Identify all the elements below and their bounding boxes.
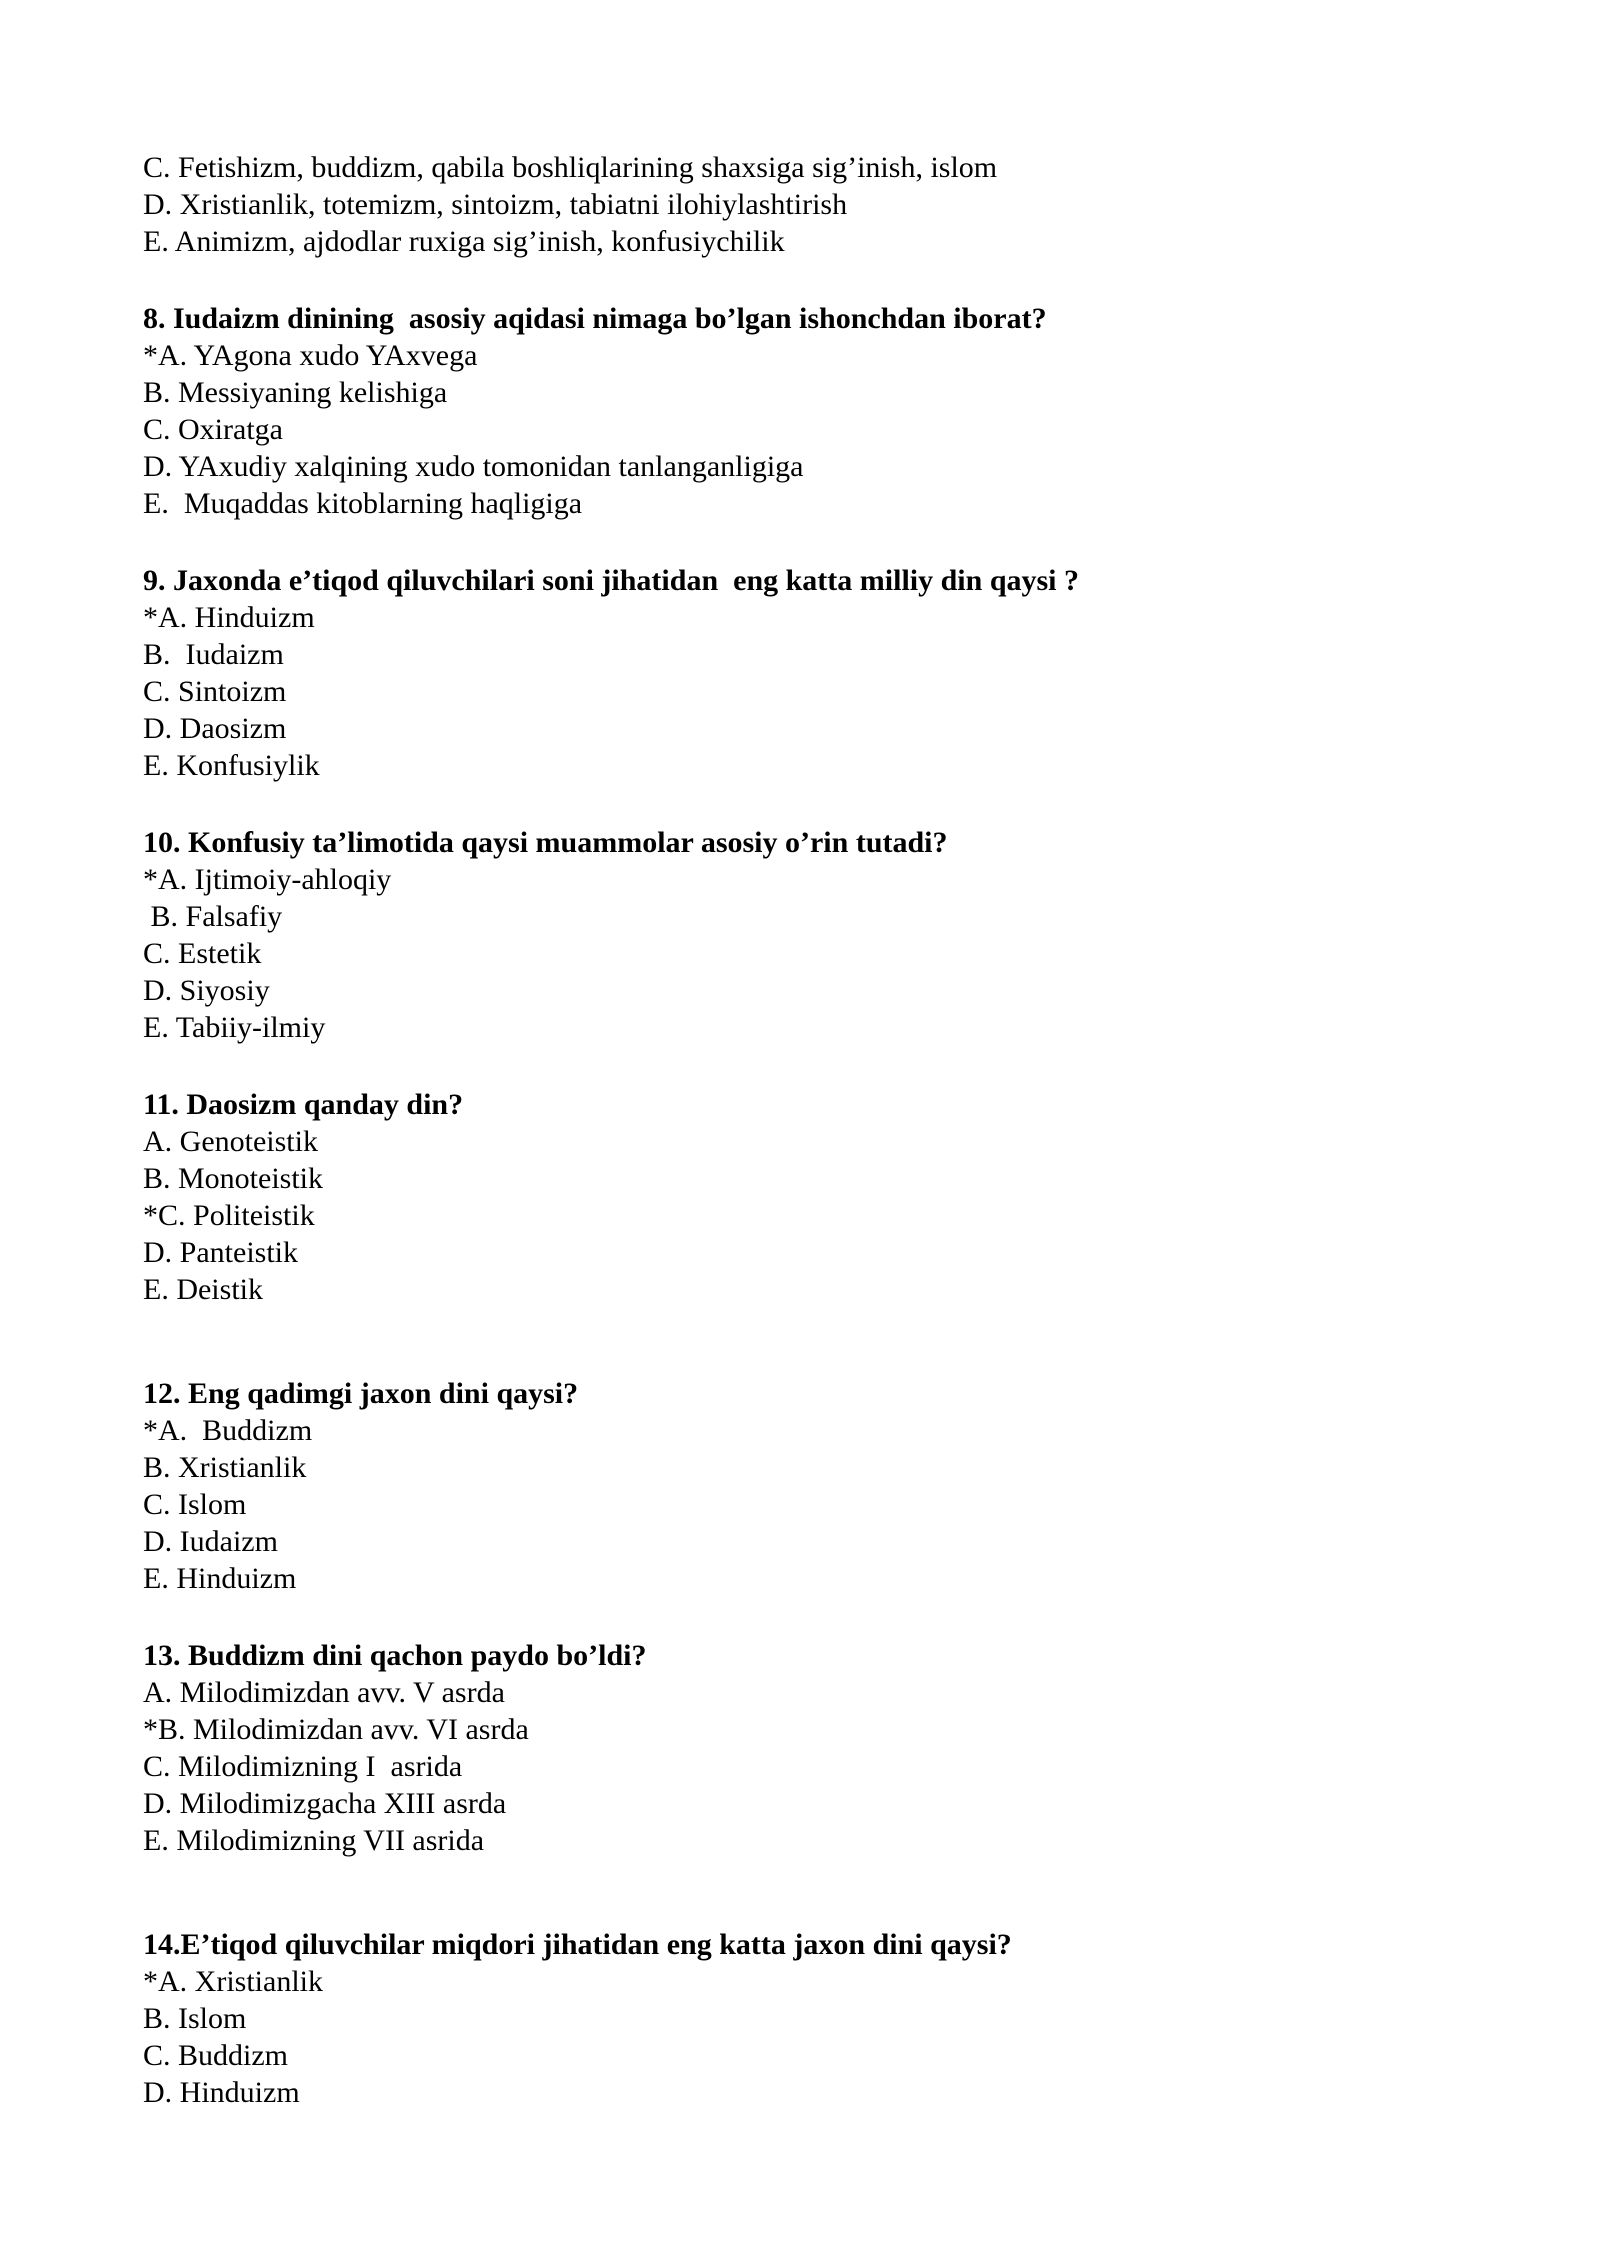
- answer-option: E. Tabiiy-ilmiy: [143, 1011, 326, 1044]
- answer-option: E. Konfusiylik: [143, 749, 320, 782]
- answer-option: B. Messiyaning kelishiga: [143, 376, 448, 409]
- question-11-title: 11. Daosizm qanday din?: [143, 1088, 464, 1121]
- answer-option: E. Animizm, ajdodlar ruxiga sig’inish, konfusiychilik: [143, 225, 785, 258]
- answer-option: *A. Xristianlik: [143, 1965, 323, 1998]
- answer-option: E. Hinduizm: [143, 1562, 297, 1595]
- question-8-title: 8. Iudaizm dinining asosiy aqidasi nimaga bo’lgan ishonchdan iborat?: [143, 302, 1047, 335]
- answer-option: C. Buddizm: [143, 2039, 289, 2072]
- answer-option: *A. Ijtimoiy-ahloqiy: [143, 863, 392, 896]
- answer-option: A. Milodimizdan avv. V asrda: [143, 1676, 505, 1709]
- answer-option: E. Deistik: [143, 1273, 263, 1306]
- answer-option: C. Oxiratga: [143, 413, 283, 446]
- question-13-title: 13. Buddizm dini qachon paydo bo’ldi?: [143, 1639, 647, 1672]
- answer-option: D. Xristianlik, totemizm, sintoizm, tabiatni ilohiylashtirish: [143, 188, 848, 221]
- answer-option: C. Fetishizm, buddizm, qabila boshliqlarining shaxsiga sig’inish, islom: [143, 151, 998, 184]
- answer-option: D. Daosizm: [143, 712, 287, 745]
- answer-option: C. Sintoizm: [143, 675, 287, 708]
- answer-option: C. Estetik: [143, 937, 262, 970]
- answer-option: D. Milodimizgacha XIII asrda: [143, 1787, 507, 1820]
- answer-option: *A. YAgona xudo YAxvega: [143, 339, 478, 372]
- answer-option: D. Panteistik: [143, 1236, 298, 1269]
- answer-option: C. Islom: [143, 1488, 247, 1521]
- answer-option: *B. Milodimizdan avv. VI asrda: [143, 1713, 529, 1746]
- answer-option: C. Milodimizning I asrida: [143, 1750, 463, 1783]
- answer-option: E. Muqaddas kitoblarning haqligiga: [143, 487, 583, 520]
- answer-option: D. Iudaizm: [143, 1525, 278, 1558]
- answer-option: D. Hinduizm: [143, 2076, 300, 2109]
- answer-option: B. Iudaizm: [143, 638, 284, 671]
- answer-option: *C. Politeistik: [143, 1199, 315, 1232]
- question-14-title: 14.E’tiqod qiluvchilar miqdori jihatidan eng katta jaxon dini qaysi?: [143, 1928, 1012, 1961]
- answer-option: *A. Buddizm: [143, 1414, 313, 1447]
- answer-option: *A. Hinduizm: [143, 601, 315, 634]
- answer-option: D. YAxudiy xalqining xudo tomonidan tanlanganligiga: [143, 450, 804, 483]
- answer-option: E. Milodimizning VII asrida: [143, 1824, 485, 1857]
- answer-option: A. Genoteistik: [143, 1125, 318, 1158]
- answer-option: B. Xristianlik: [143, 1451, 307, 1484]
- answer-option: D. Siyosiy: [143, 974, 270, 1007]
- question-9-title: 9. Jaxonda e’tiqod qiluvchilari soni jihatidan eng katta milliy din qaysi ?: [143, 564, 1080, 597]
- answer-option: B. Islom: [143, 2002, 247, 2035]
- answer-option: B. Falsafiy: [143, 900, 283, 933]
- question-10-title: 10. Konfusiy ta’limotida qaysi muammolar asosiy o’rin tutadi?: [143, 826, 948, 859]
- answer-option: B. Monoteistik: [143, 1162, 324, 1195]
- question-12-title: 12. Eng qadimgi jaxon dini qaysi?: [143, 1377, 579, 1410]
